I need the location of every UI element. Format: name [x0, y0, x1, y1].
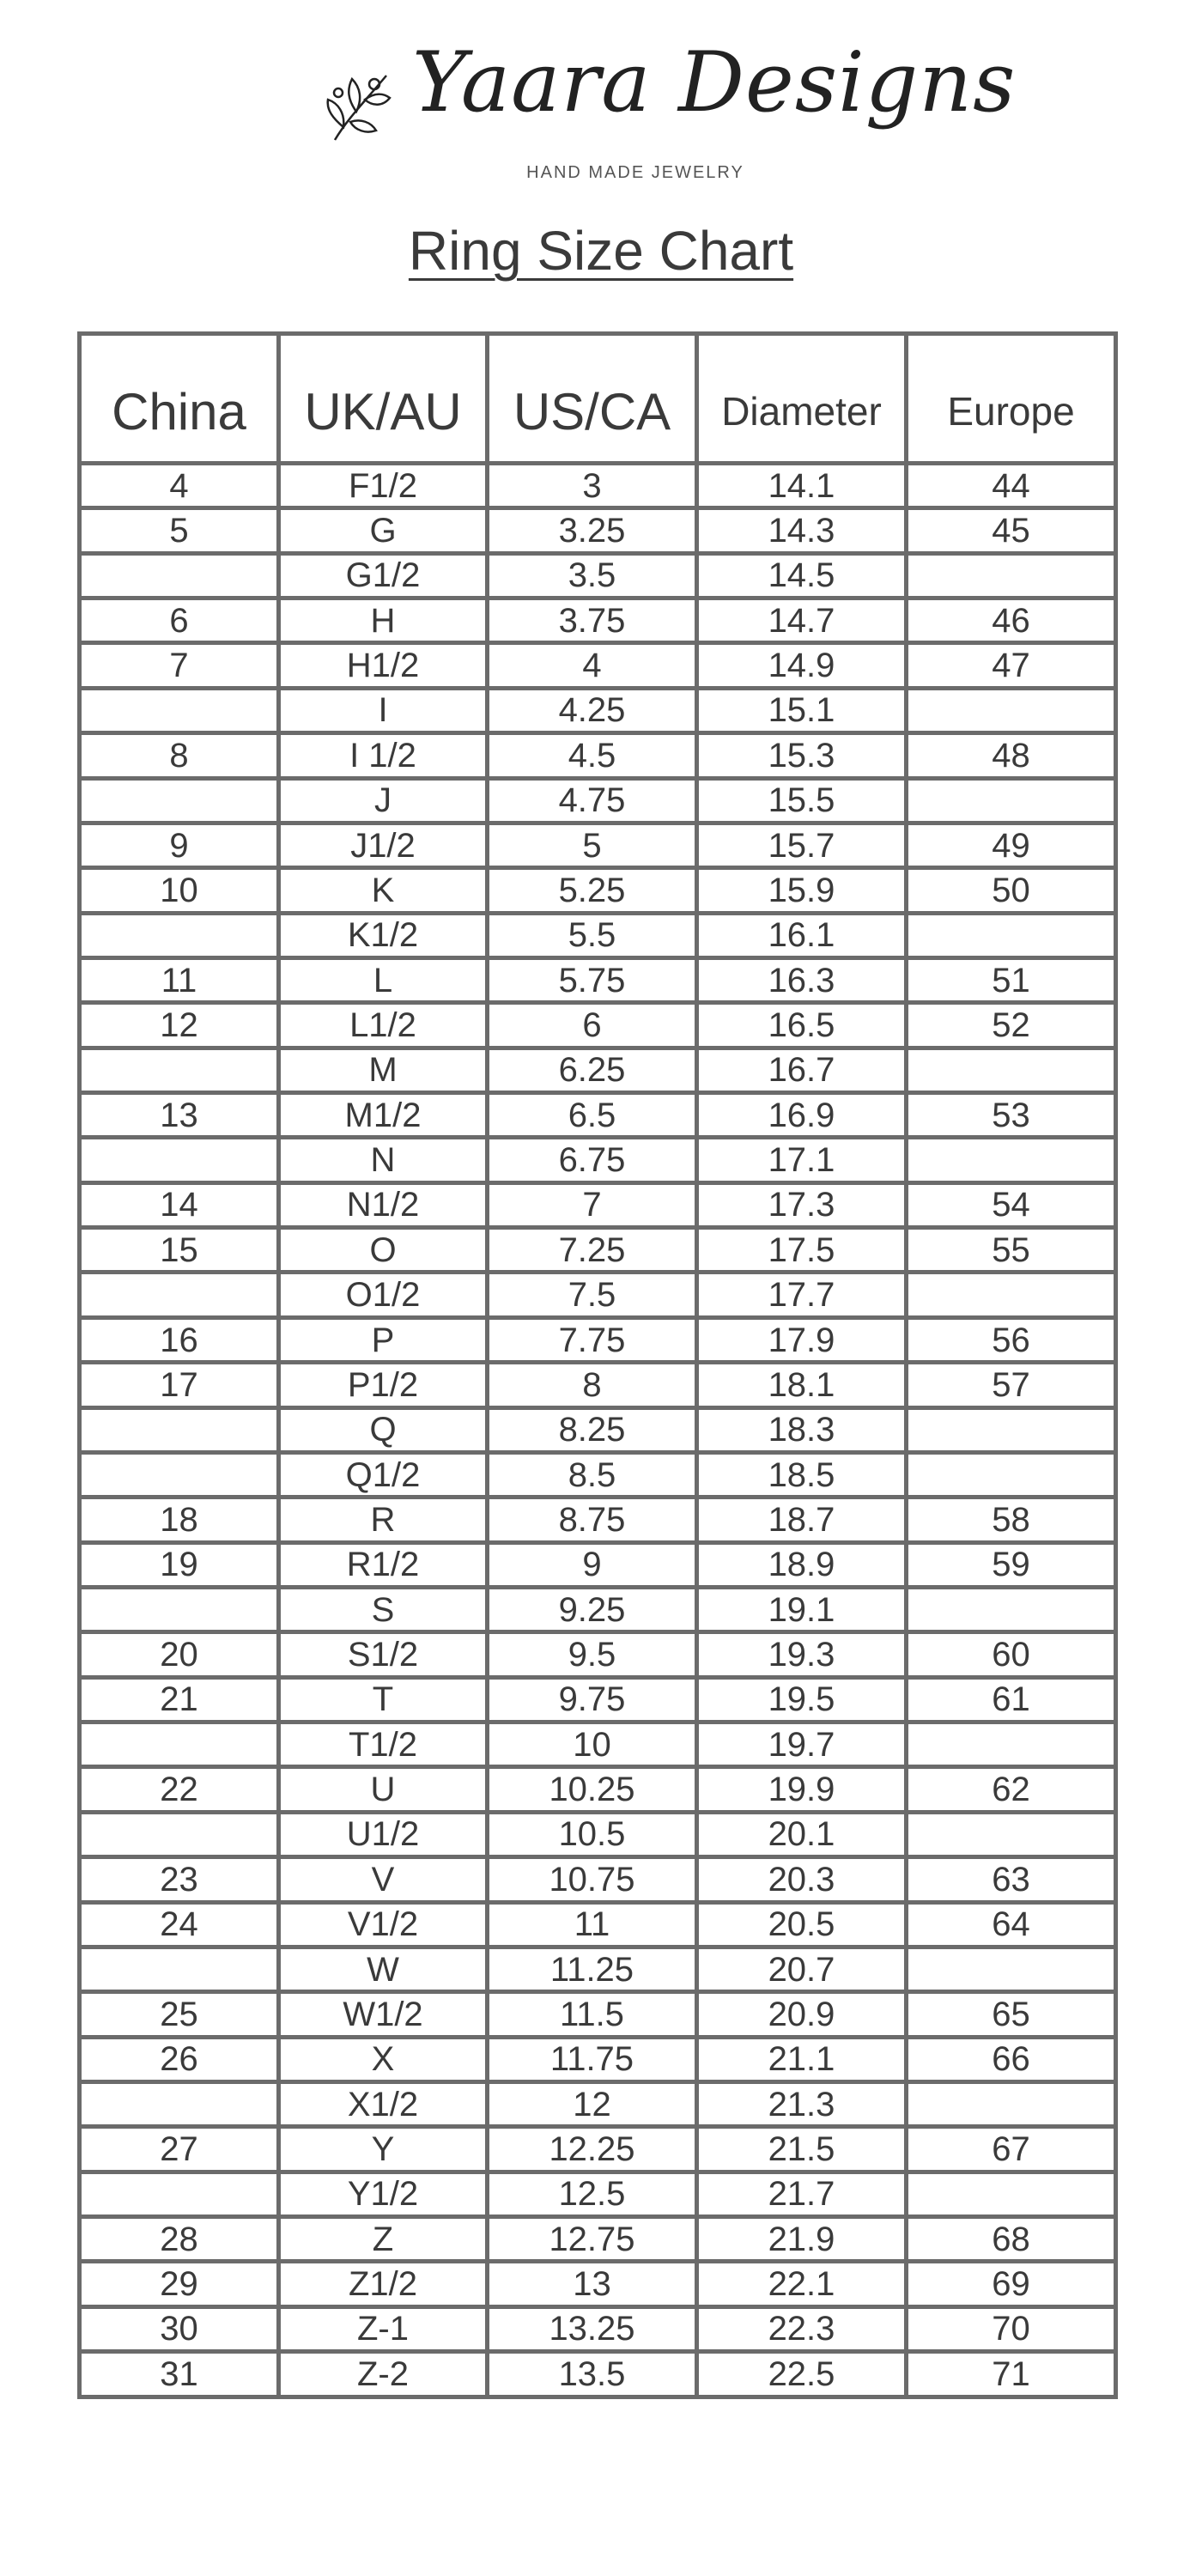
- cell-uk-au: J: [279, 778, 488, 823]
- cell-europe: 48: [907, 733, 1116, 778]
- cell-china: [80, 1722, 279, 1767]
- table-row: [80, 778, 1116, 823]
- cell-diameter: 21.3: [697, 2081, 907, 2126]
- table-row: [80, 598, 1116, 643]
- cell-uk-au: N: [279, 1138, 488, 1182]
- cell-us-ca: 11.5: [488, 1992, 697, 2037]
- cell-us-ca: 5.75: [488, 957, 697, 1002]
- cell-diameter: 17.9: [697, 1317, 907, 1362]
- cell-china: [80, 1048, 279, 1092]
- cell-uk-au: Z-1: [279, 2306, 488, 2351]
- cell-uk-au: J1/2: [279, 823, 488, 867]
- table-row: [80, 1857, 1116, 1902]
- cell-china: 24: [80, 1902, 279, 1947]
- cell-uk-au: X: [279, 2037, 488, 2081]
- cell-uk-au: I: [279, 688, 488, 732]
- cell-diameter: 14.7: [697, 598, 907, 643]
- cell-uk-au: K: [279, 868, 488, 913]
- table-body: [80, 464, 1116, 2397]
- table-header-row: [80, 334, 1116, 464]
- cell-china: 16: [80, 1317, 279, 1362]
- cell-uk-au: M1/2: [279, 1093, 488, 1138]
- cell-uk-au: U1/2: [279, 1812, 488, 1856]
- cell-europe: 69: [907, 2262, 1116, 2306]
- table-row: [80, 823, 1116, 867]
- cell-diameter: 18.5: [697, 1452, 907, 1497]
- table-row: [80, 2262, 1116, 2306]
- cell-china: 31: [80, 2352, 279, 2397]
- cell-uk-au: Z1/2: [279, 2262, 488, 2306]
- cell-us-ca: 13.25: [488, 2306, 697, 2351]
- page-title: Ring Size Chart: [408, 220, 794, 282]
- cell-us-ca: 12.5: [488, 2172, 697, 2216]
- cell-china: 23: [80, 1857, 279, 1902]
- cell-us-ca: 5: [488, 823, 697, 867]
- cell-europe: [907, 778, 1116, 823]
- table-row: [80, 1812, 1116, 1856]
- table-row: [80, 2306, 1116, 2351]
- cell-europe: [907, 1812, 1116, 1856]
- cell-us-ca: 7: [488, 1182, 697, 1227]
- header-europe: Europe: [907, 334, 1116, 464]
- cell-diameter: 19.5: [697, 1677, 907, 1722]
- cell-us-ca: 12.25: [488, 2127, 697, 2172]
- cell-uk-au: Y: [279, 2127, 488, 2172]
- cell-europe: [907, 1048, 1116, 1092]
- cell-china: 6: [80, 598, 279, 643]
- cell-diameter: 17.1: [697, 1138, 907, 1182]
- cell-china: 26: [80, 2037, 279, 2081]
- cell-us-ca: 3: [488, 464, 697, 508]
- cell-diameter: 20.1: [697, 1812, 907, 1856]
- table-row: [80, 1632, 1116, 1677]
- cell-europe: 63: [907, 1857, 1116, 1902]
- cell-diameter: 19.1: [697, 1587, 907, 1631]
- cell-diameter: 20.5: [697, 1902, 907, 1947]
- cell-china: [80, 1452, 279, 1497]
- table-row: [80, 2352, 1116, 2397]
- cell-europe: [907, 553, 1116, 598]
- cell-europe: 49: [907, 823, 1116, 867]
- cell-europe: 46: [907, 598, 1116, 643]
- cell-europe: 71: [907, 2352, 1116, 2397]
- cell-china: 29: [80, 2262, 279, 2306]
- table-row: [80, 1048, 1116, 1092]
- cell-us-ca: 12.75: [488, 2217, 697, 2262]
- cell-us-ca: 3.5: [488, 553, 697, 598]
- cell-us-ca: 8: [488, 1363, 697, 1407]
- cell-europe: 70: [907, 2306, 1116, 2351]
- table-row: [80, 553, 1116, 598]
- cell-us-ca: 3.25: [488, 508, 697, 553]
- cell-europe: 56: [907, 1317, 1116, 1362]
- table-row: [80, 1138, 1116, 1182]
- table-row: [80, 1407, 1116, 1452]
- cell-china: [80, 1947, 279, 1991]
- cell-china: 12: [80, 1003, 279, 1048]
- cell-europe: [907, 688, 1116, 732]
- cell-us-ca: 6.5: [488, 1093, 697, 1138]
- table-row: [80, 1003, 1116, 1048]
- cell-china: 21: [80, 1677, 279, 1722]
- cell-europe: [907, 2172, 1116, 2216]
- cell-diameter: 15.5: [697, 778, 907, 823]
- cell-uk-au: G: [279, 508, 488, 553]
- cell-europe: 50: [907, 868, 1116, 913]
- table-row: [80, 1317, 1116, 1362]
- cell-europe: [907, 2081, 1116, 2126]
- cell-uk-au: T: [279, 1677, 488, 1722]
- cell-uk-au: Y1/2: [279, 2172, 488, 2216]
- cell-uk-au: Z-2: [279, 2352, 488, 2397]
- cell-diameter: 18.7: [697, 1498, 907, 1542]
- cell-china: 20: [80, 1632, 279, 1677]
- cell-diameter: 19.9: [697, 1767, 907, 1812]
- cell-diameter: 16.1: [697, 913, 907, 957]
- cell-diameter: 22.1: [697, 2262, 907, 2306]
- table-row: [80, 1722, 1116, 1767]
- cell-us-ca: 9.25: [488, 1587, 697, 1631]
- cell-europe: 61: [907, 1677, 1116, 1722]
- cell-europe: [907, 1722, 1116, 1767]
- cell-diameter: 14.9: [697, 643, 907, 688]
- cell-china: 10: [80, 868, 279, 913]
- cell-europe: 67: [907, 2127, 1116, 2172]
- flower-icon: [318, 58, 395, 153]
- cell-diameter: 20.9: [697, 1992, 907, 2037]
- cell-us-ca: 11.75: [488, 2037, 697, 2081]
- header-diameter: Diameter: [697, 334, 907, 464]
- cell-uk-au: V1/2: [279, 1902, 488, 1947]
- table-row: [80, 1947, 1116, 1991]
- cell-europe: 44: [907, 464, 1116, 508]
- cell-china: [80, 688, 279, 732]
- cell-uk-au: P1/2: [279, 1363, 488, 1407]
- cell-uk-au: L1/2: [279, 1003, 488, 1048]
- cell-us-ca: 6.75: [488, 1138, 697, 1182]
- cell-diameter: 21.1: [697, 2037, 907, 2081]
- cell-china: 4: [80, 464, 279, 508]
- cell-china: 8: [80, 733, 279, 778]
- brand-logo: [318, 34, 1017, 197]
- cell-us-ca: 9.5: [488, 1632, 697, 1677]
- table-row: [80, 1093, 1116, 1138]
- cell-uk-au: R: [279, 1498, 488, 1542]
- cell-us-ca: 9.75: [488, 1677, 697, 1722]
- cell-diameter: 20.7: [697, 1947, 907, 1991]
- cell-uk-au: V: [279, 1857, 488, 1902]
- table-row: [80, 2081, 1116, 2126]
- cell-diameter: 14.3: [697, 508, 907, 553]
- cell-us-ca: 13: [488, 2262, 697, 2306]
- cell-diameter: 16.7: [697, 1048, 907, 1092]
- cell-china: 13: [80, 1093, 279, 1138]
- cell-us-ca: 8.25: [488, 1407, 697, 1452]
- cell-china: 5: [80, 508, 279, 553]
- cell-us-ca: 6.25: [488, 1048, 697, 1092]
- cell-china: 19: [80, 1542, 279, 1587]
- cell-diameter: 16.5: [697, 1003, 907, 1048]
- cell-europe: 52: [907, 1003, 1116, 1048]
- cell-europe: 45: [907, 508, 1116, 553]
- cell-uk-au: Q: [279, 1407, 488, 1452]
- cell-diameter: 20.3: [697, 1857, 907, 1902]
- cell-diameter: 19.3: [697, 1632, 907, 1677]
- table-row: [80, 2172, 1116, 2216]
- cell-us-ca: 10.5: [488, 1812, 697, 1856]
- cell-uk-au: K1/2: [279, 913, 488, 957]
- cell-diameter: 17.7: [697, 1273, 907, 1317]
- cell-china: 27: [80, 2127, 279, 2172]
- cell-europe: 55: [907, 1228, 1116, 1273]
- cell-europe: 58: [907, 1498, 1116, 1542]
- cell-china: [80, 913, 279, 957]
- cell-us-ca: 11: [488, 1902, 697, 1947]
- cell-china: 30: [80, 2306, 279, 2351]
- table-row: [80, 464, 1116, 508]
- cell-us-ca: 3.75: [488, 598, 697, 643]
- cell-europe: 65: [907, 1992, 1116, 2037]
- cell-uk-au: O: [279, 1228, 488, 1273]
- cell-europe: 57: [907, 1363, 1116, 1407]
- cell-china: [80, 1587, 279, 1631]
- cell-us-ca: 5.5: [488, 913, 697, 957]
- table-row: [80, 2127, 1116, 2172]
- table-row: [80, 508, 1116, 553]
- cell-europe: 68: [907, 2217, 1116, 2262]
- cell-diameter: 18.3: [697, 1407, 907, 1452]
- table-row: [80, 1452, 1116, 1497]
- cell-europe: [907, 1407, 1116, 1452]
- header-china: China: [80, 334, 279, 464]
- cell-china: 22: [80, 1767, 279, 1812]
- cell-uk-au: H1/2: [279, 643, 488, 688]
- cell-europe: [907, 1947, 1116, 1991]
- table-row: [80, 1182, 1116, 1227]
- cell-diameter: 22.3: [697, 2306, 907, 2351]
- cell-diameter: 19.7: [697, 1722, 907, 1767]
- cell-us-ca: 7.75: [488, 1317, 697, 1362]
- cell-diameter: 14.5: [697, 553, 907, 598]
- table-row: [80, 1498, 1116, 1542]
- cell-diameter: 14.1: [697, 464, 907, 508]
- cell-china: [80, 2172, 279, 2216]
- cell-uk-au: N1/2: [279, 1182, 488, 1227]
- cell-us-ca: 10.75: [488, 1857, 697, 1902]
- cell-china: 28: [80, 2217, 279, 2262]
- cell-europe: [907, 913, 1116, 957]
- cell-diameter: 15.3: [697, 733, 907, 778]
- cell-us-ca: 4.75: [488, 778, 697, 823]
- cell-china: 17: [80, 1363, 279, 1407]
- cell-europe: 66: [907, 2037, 1116, 2081]
- cell-europe: [907, 1587, 1116, 1631]
- cell-us-ca: 11.25: [488, 1947, 697, 1991]
- ring-size-table: [77, 331, 1118, 2399]
- table-row: [80, 1992, 1116, 2037]
- table-row: [80, 1767, 1116, 1812]
- cell-europe: [907, 1138, 1116, 1182]
- cell-uk-au: G1/2: [279, 553, 488, 598]
- cell-europe: 51: [907, 957, 1116, 1002]
- table-row: [80, 1902, 1116, 1947]
- cell-uk-au: X1/2: [279, 2081, 488, 2126]
- table-row: [80, 643, 1116, 688]
- cell-diameter: 21.9: [697, 2217, 907, 2262]
- cell-us-ca: 6: [488, 1003, 697, 1048]
- cell-us-ca: 9: [488, 1542, 697, 1587]
- cell-uk-au: S: [279, 1587, 488, 1631]
- cell-us-ca: 4.25: [488, 688, 697, 732]
- cell-europe: [907, 1273, 1116, 1317]
- cell-europe: 60: [907, 1632, 1116, 1677]
- cell-diameter: 15.7: [697, 823, 907, 867]
- cell-uk-au: U: [279, 1767, 488, 1812]
- cell-china: [80, 2081, 279, 2126]
- cell-diameter: 17.5: [697, 1228, 907, 1273]
- cell-uk-au: I 1/2: [279, 733, 488, 778]
- cell-us-ca: 7.5: [488, 1273, 697, 1317]
- cell-china: [80, 778, 279, 823]
- cell-uk-au: S1/2: [279, 1632, 488, 1677]
- table-row: [80, 868, 1116, 913]
- cell-us-ca: 10.25: [488, 1767, 697, 1812]
- cell-europe: 54: [907, 1182, 1116, 1227]
- table-row: [80, 733, 1116, 778]
- cell-uk-au: O1/2: [279, 1273, 488, 1317]
- table-row: [80, 957, 1116, 1002]
- cell-china: 9: [80, 823, 279, 867]
- cell-diameter: 18.9: [697, 1542, 907, 1587]
- cell-us-ca: 4: [488, 643, 697, 688]
- cell-diameter: 15.1: [697, 688, 907, 732]
- cell-diameter: 18.1: [697, 1363, 907, 1407]
- cell-china: [80, 1407, 279, 1452]
- cell-diameter: 21.7: [697, 2172, 907, 2216]
- cell-diameter: 16.3: [697, 957, 907, 1002]
- table-row: [80, 688, 1116, 732]
- cell-uk-au: T1/2: [279, 1722, 488, 1767]
- cell-europe: 47: [907, 643, 1116, 688]
- table-row: [80, 1273, 1116, 1317]
- cell-china: 15: [80, 1228, 279, 1273]
- header-uk-au: UK/AU: [279, 334, 488, 464]
- table-row: [80, 1542, 1116, 1587]
- table-row: [80, 913, 1116, 957]
- cell-us-ca: 4.5: [488, 733, 697, 778]
- cell-diameter: 17.3: [697, 1182, 907, 1227]
- cell-china: 11: [80, 957, 279, 1002]
- cell-china: 18: [80, 1498, 279, 1542]
- cell-china: [80, 1138, 279, 1182]
- cell-us-ca: 8.75: [488, 1498, 697, 1542]
- cell-diameter: 15.9: [697, 868, 907, 913]
- cell-europe: 59: [907, 1542, 1116, 1587]
- cell-diameter: 16.9: [697, 1093, 907, 1138]
- header-us-ca: US/CA: [488, 334, 697, 464]
- cell-uk-au: P: [279, 1317, 488, 1362]
- cell-uk-au: Z: [279, 2217, 488, 2262]
- cell-china: [80, 1273, 279, 1317]
- cell-uk-au: H: [279, 598, 488, 643]
- cell-diameter: 21.5: [697, 2127, 907, 2172]
- cell-uk-au: Q1/2: [279, 1452, 488, 1497]
- cell-uk-au: F1/2: [279, 464, 488, 508]
- table-row: [80, 2217, 1116, 2262]
- cell-china: 14: [80, 1182, 279, 1227]
- cell-us-ca: 13.5: [488, 2352, 697, 2397]
- cell-europe: 62: [907, 1767, 1116, 1812]
- cell-us-ca: 12: [488, 2081, 697, 2126]
- table-row: [80, 1677, 1116, 1722]
- cell-us-ca: 10: [488, 1722, 697, 1767]
- table-row: [80, 1587, 1116, 1631]
- cell-uk-au: R1/2: [279, 1542, 488, 1587]
- cell-china: 7: [80, 643, 279, 688]
- table-row: [80, 1228, 1116, 1273]
- table-row: [80, 2037, 1116, 2081]
- cell-uk-au: W: [279, 1947, 488, 1991]
- brand-name: Yaara Designs: [412, 34, 1017, 131]
- cell-china: 25: [80, 1992, 279, 2037]
- cell-us-ca: 5.25: [488, 868, 697, 913]
- cell-uk-au: L: [279, 957, 488, 1002]
- brand-tagline: HAND MADE JEWELRY: [526, 163, 744, 182]
- cell-china: [80, 553, 279, 598]
- cell-europe: 64: [907, 1902, 1116, 1947]
- cell-us-ca: 8.5: [488, 1452, 697, 1497]
- cell-europe: 53: [907, 1093, 1116, 1138]
- cell-uk-au: W1/2: [279, 1992, 488, 2037]
- cell-uk-au: M: [279, 1048, 488, 1092]
- cell-china: [80, 1812, 279, 1856]
- cell-us-ca: 7.25: [488, 1228, 697, 1273]
- table-row: [80, 1363, 1116, 1407]
- cell-diameter: 22.5: [697, 2352, 907, 2397]
- cell-europe: [907, 1452, 1116, 1497]
